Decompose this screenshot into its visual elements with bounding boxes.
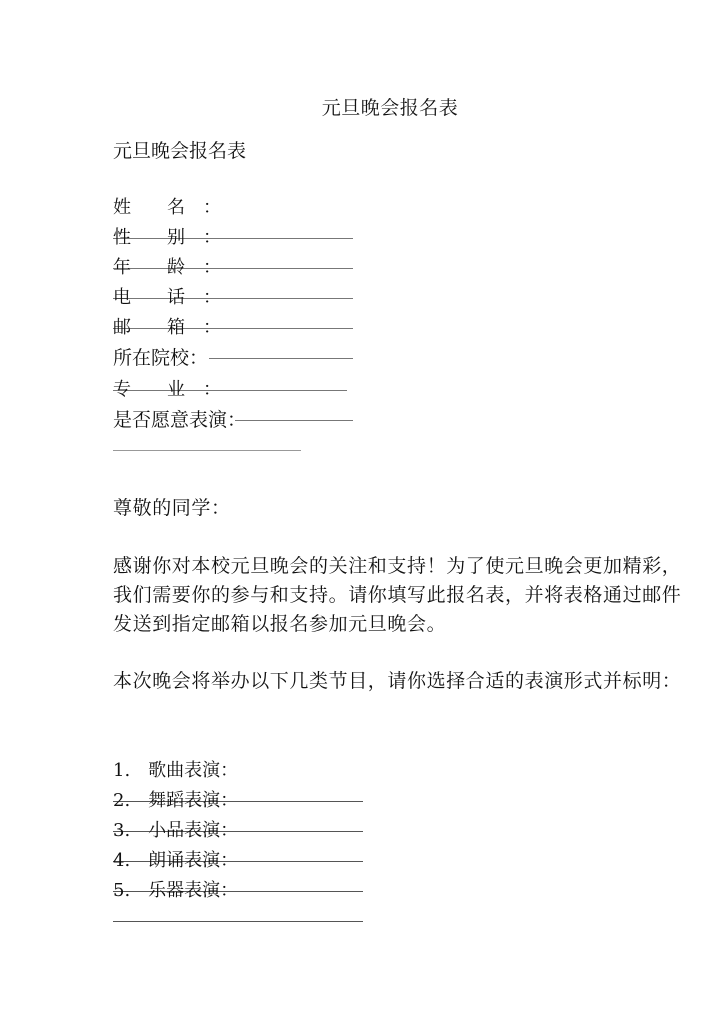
program-item-2-label: 2. 舞蹈表演： [113, 790, 239, 811]
field-school-line [209, 358, 353, 359]
field-perform-line [235, 420, 353, 421]
field-gender [113, 226, 221, 250]
program-intro-paragraph: 本次晚会将举办以下几类节目，请你选择合适的表演形式并标明： [113, 670, 682, 692]
program-item-5-label: 5. 乐器表演： [113, 880, 239, 901]
field-phone-label: 电 话 ： [113, 287, 221, 308]
field-name-label: 姓 名 ： [113, 197, 221, 218]
program-item-4-label: 4. 朗诵表演： [113, 850, 239, 871]
field-school [113, 346, 208, 370]
document-title: 元旦晚会报名表 [321, 97, 459, 119]
field-major [113, 378, 221, 402]
program-item-5 [113, 878, 238, 904]
field-school-label: 所在院校： [113, 347, 209, 369]
document-subtitle: 元旦晚会报名表 [113, 140, 247, 162]
program-item-1-label: 1. 歌曲表演： [113, 760, 239, 781]
field-email-label: 邮 箱 ： [113, 317, 221, 338]
program-item-4 [113, 848, 238, 874]
field-email [113, 316, 221, 340]
program-extra-line [113, 921, 363, 922]
field-age-label: 年 龄 ： [113, 257, 221, 278]
field-name [113, 196, 221, 220]
program-item-3-label: 3. 小品表演： [113, 820, 239, 841]
intro-paragraph: 感谢你对本校元旦晚会的关注和支持！为了使元旦晚会更加精彩，我们需要你的参与和支持。请你填写此报名表，并将表格通过邮件发送到指定邮箱以报名参加元旦晚会。 [113, 555, 682, 635]
field-phone [113, 286, 221, 310]
program-item-3 [113, 818, 238, 844]
program-item-2 [113, 788, 238, 814]
greeting: 尊敬的同学： [113, 497, 231, 519]
field-major-label: 专 业 ： [113, 379, 221, 400]
field-perform-label: 是否愿意表演： [113, 409, 247, 431]
field-age [113, 256, 221, 280]
field-perform [113, 408, 246, 432]
program-item-1 [113, 758, 238, 784]
perform-extra-line [113, 450, 301, 451]
field-gender-label: 性 别 ： [113, 227, 221, 248]
